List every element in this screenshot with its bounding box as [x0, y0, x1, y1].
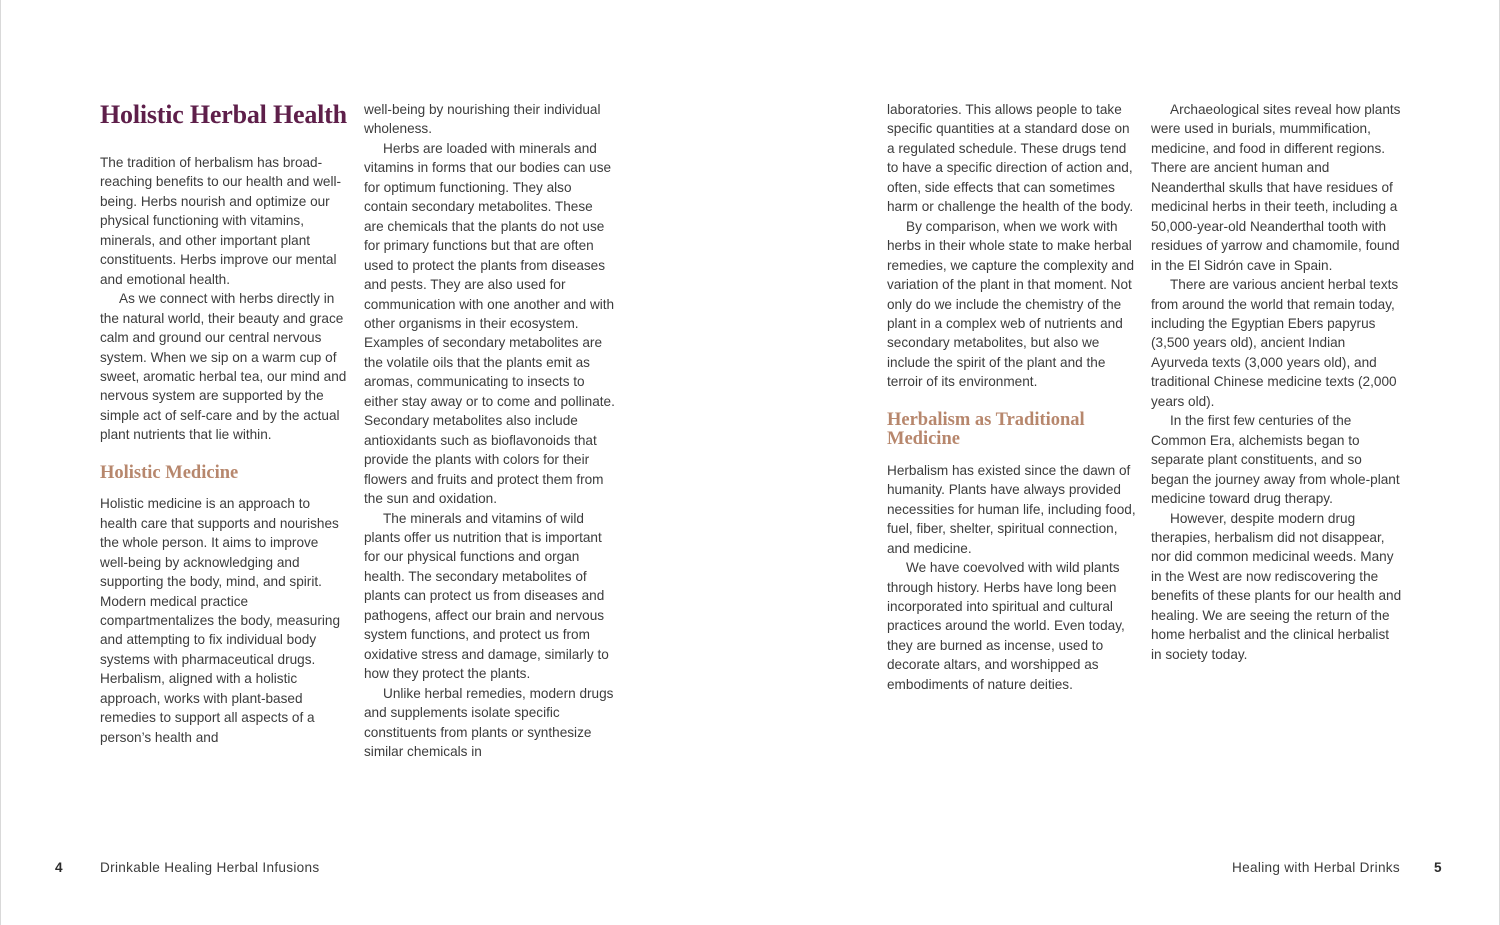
- paragraph: However, despite modern drug therapies, herbalism did not disappear, nor did common medicinal weeds. Many in the West are now rediscovering the benefits of these plants for our health and healing. We are seeing the return of the home herbalist and the clinical herbalist in society today.: [1151, 510, 1402, 662]
- left-page-column-1: [100, 100, 350, 747]
- paragraph: Herbalism has existed since the dawn of humanity. Plants have always provided necessities for human life, including food, fuel, fiber, shelter, spiritual connection, and medicine.: [887, 462, 1136, 556]
- paragraph: well-being by nourishing their individual wholeness.: [364, 102, 601, 137]
- paragraph: Archaeological sites reveal how plants were used in burials, mummification, medicine, and food in different regions. There are ancient human and Neanderthal skulls that have residues of medicinal herbs in their teeth, including a 50,000-year-old Neanderthal tooth with residues of yarrow and chamomile, found in the El Sidrón cave in Spain.: [1151, 102, 1401, 273]
- left-page-edge: [0, 0, 1, 925]
- section-heading-traditional-medicine: Herbalism as Traditional Medicine: [887, 409, 1085, 450]
- right-page-number: 5: [1434, 860, 1442, 875]
- paragraph: By comparison, when we work with herbs in their whole state to make herbal remedies, we capture the complexity and variation of the plant in that moment. Not only do we include the chemistry of the plant in a complex web of nutrients and secondary metabolites, but also we include the spirit of the plant and the terroir of its environment.: [887, 218, 1135, 390]
- paragraph: Holistic medicine is an approach to health care that supports and nourishes the whole person. It aims to improve well-being by acknowledging and supporting the body, mind, and spirit. Modern medical practice compartmentalizes the body, measuring and attempting to fix individual body systems with pharmaceutical drugs. Herbalism, aligned with a holistic approach, works with plant-based remedies to support all aspects of a person’s health and: [100, 496, 341, 745]
- paragraph: The minerals and vitamins of wild plants offer us nutrition that is important for our physical functions and organ health. The secondary metabolites of plants can protect us from diseases and pathogens, affect our brain and nervous system functions, and protect us from oxidative stress and damage, similarly to how they protect the plants.: [364, 510, 609, 682]
- page-title: Holistic Herbal Health: [100, 100, 347, 129]
- paragraph: Herbs are loaded with minerals and vitamins in forms that our bodies can use for optimum functioning. They also contain secondary metabolites. These are chemicals that the plants do not use for primary functions but that are often used to protect the plants from diseases and pests. They are also used for communication with one another and with other organisms in their ecosystem. Examples of secondary metabolites are the volatile oils that the plants emit as aromas, communicating to insects to either stay away or to come and pollinate. Secondary metabolites also include antioxidants such as bioflavonoids that provide the plants with colors for their flowers and fruits and protect them from the sun and oxidation.: [364, 140, 615, 507]
- paragraph: In the first few centuries of the Common Era, alchemists began to separate plant constituents, and so began the journey away from whole-plant medicine toward drug therapy.: [1151, 413, 1400, 507]
- left-page-number: 4: [55, 860, 63, 875]
- paragraph: Unlike herbal remedies, modern drugs and supplements isolate specific constituents from plants or synthesize similar chemicals in: [364, 685, 614, 759]
- right-page-column-2: [1151, 100, 1403, 664]
- paragraph: The tradition of herbalism has broad-reaching benefits to our health and well-being. Herbs nourish and optimize our physical functioning with vitamins, minerals, and other important plant constituents. Herbs improve our mental and emotional health.: [100, 155, 342, 287]
- paragraph: laboratories. This allows people to take specific quantities at a standard dose on a regulated schedule. These drugs tend to have a specific direction of action and, often, side effects that can sometimes harm or challenge the health of the body.: [887, 102, 1134, 215]
- right-running-title: Healing with Herbal Drinks: [1232, 860, 1400, 875]
- right-page-column-1: [887, 100, 1139, 694]
- left-running-title: Drinkable Healing Herbal Infusions: [100, 860, 320, 875]
- paragraph: There are various ancient herbal texts from around the world that remain today, including the Egyptian Ebers papyrus (3,500 years old), ancient Indian Ayurveda texts (3,000 years old), and traditional Chinese medicine texts (2,000 years old).: [1151, 277, 1399, 409]
- left-page-column-2: [364, 100, 616, 761]
- section-heading-holistic-medicine: Holistic Medicine: [100, 462, 239, 483]
- paragraph: We have coevolved with wild plants through history. Herbs have long been incorporated into spiritual and cultural practices around the world. Even today, they are burned as incense, used to decorate altars, and worshipped as embodiments of nature deities.: [887, 560, 1125, 692]
- paragraph: As we connect with herbs directly in the natural world, their beauty and grace calm and ground our central nervous system. When we sip on a warm cup of sweet, aromatic herbal tea, our mind and nervous system are supported by the simple act of self-care and by the actual plant nutrients that lie within.: [100, 291, 347, 443]
